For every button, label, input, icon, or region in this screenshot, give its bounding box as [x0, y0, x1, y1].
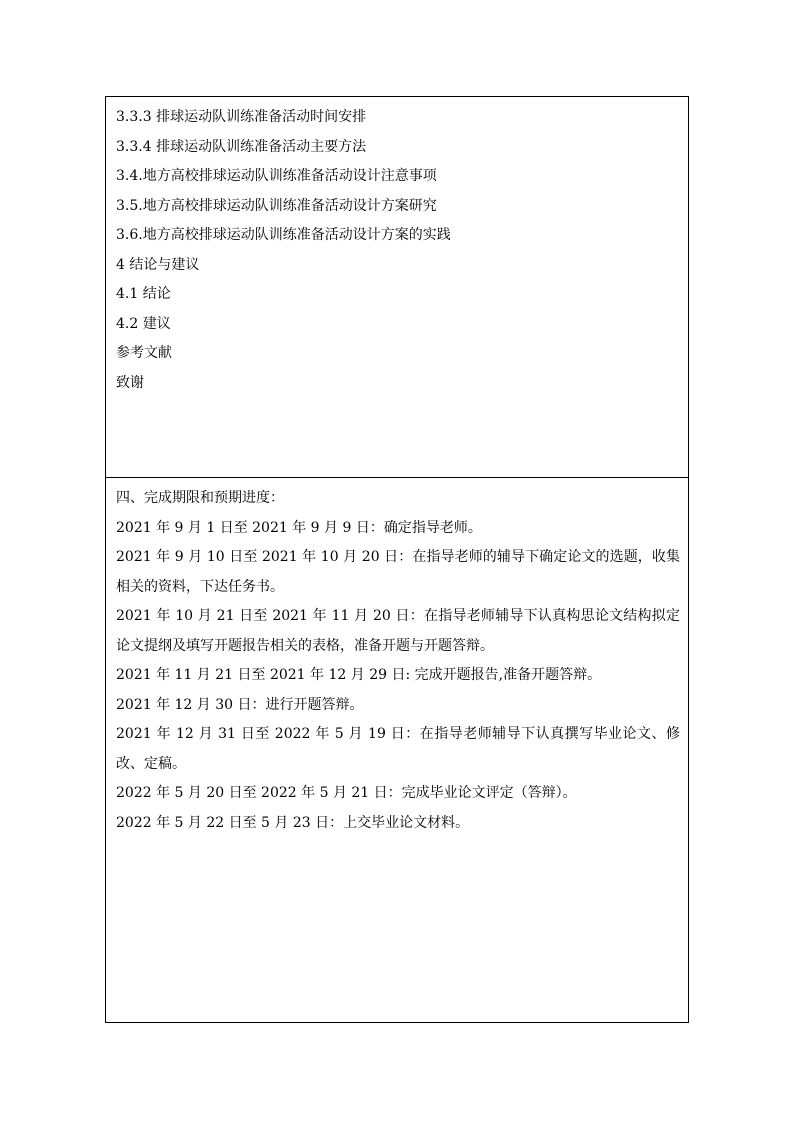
outline-item: 3.6.地方高校排球运动队训练准备活动设计方案的实践 [116, 227, 451, 243]
outline-item: 3.5.地方高校排球运动队训练准备活动设计方案研究 [116, 197, 437, 214]
schedule-entry: 2021 年 9 月 1 日至 2021 年 9 月 9 日：确定指导老师。 [116, 519, 482, 536]
schedule-entry: 2021 年 9 月 10 日至 2021 年 10 月 20 日：在指导老师的辅导下确定论文的选题，收集相关的资料，下达任务书。 [116, 549, 680, 595]
schedule-heading: 四、完成期限和预期进度： [116, 490, 284, 506]
outline-item: 致谢 [116, 374, 144, 391]
schedule-entry: 2021 年 11 月 21 日至 2021 年 12 月 29 日: 完成开题报告,准备开题答辩。 [116, 667, 602, 683]
outline-item: 4.2 建议 [116, 315, 171, 332]
outline-item: 3.3.3 排球运动队训练准备活动时间安排 [116, 109, 367, 125]
schedule-entry: 2021 年 10 月 21 日至 2021 年 11 月 20 日：在指导老师辅导下认真构思论文结构拟定论文提纲及填写开题报告相关的表格，准备开题与开题答辩。 [116, 608, 680, 654]
outline-cell [106, 97, 688, 477]
schedule-cell [106, 477, 688, 1022]
schedule-entry: 2021 年 12 月 30 日：进行开题答辩。 [116, 696, 364, 713]
outline-item: 4.1 结论 [116, 286, 171, 302]
outline-item: 参考文献 [116, 345, 172, 361]
schedule-entry: 2022 年 5 月 22 日至 5 月 23 日：上交毕业论文材料。 [116, 814, 470, 831]
outline-item: 4 结论与建议 [116, 256, 200, 273]
outline-item: 3.4.地方高校排球运动队训练准备活动设计注意事项 [116, 168, 437, 184]
outline-item: 3.3.4 排球运动队训练准备活动主要方法 [116, 138, 367, 155]
schedule-entry: 2022 年 5 月 20 日至 2022 年 5 月 21 日：完成毕业论文评定（答辩）。 [116, 785, 577, 801]
schedule-entry: 2021 年 12 月 31 日至 2022 年 5 月 19 日：在指导老师辅导下认真撰写毕业论文、修改、定稿。 [116, 726, 680, 772]
report-table [105, 96, 689, 1023]
